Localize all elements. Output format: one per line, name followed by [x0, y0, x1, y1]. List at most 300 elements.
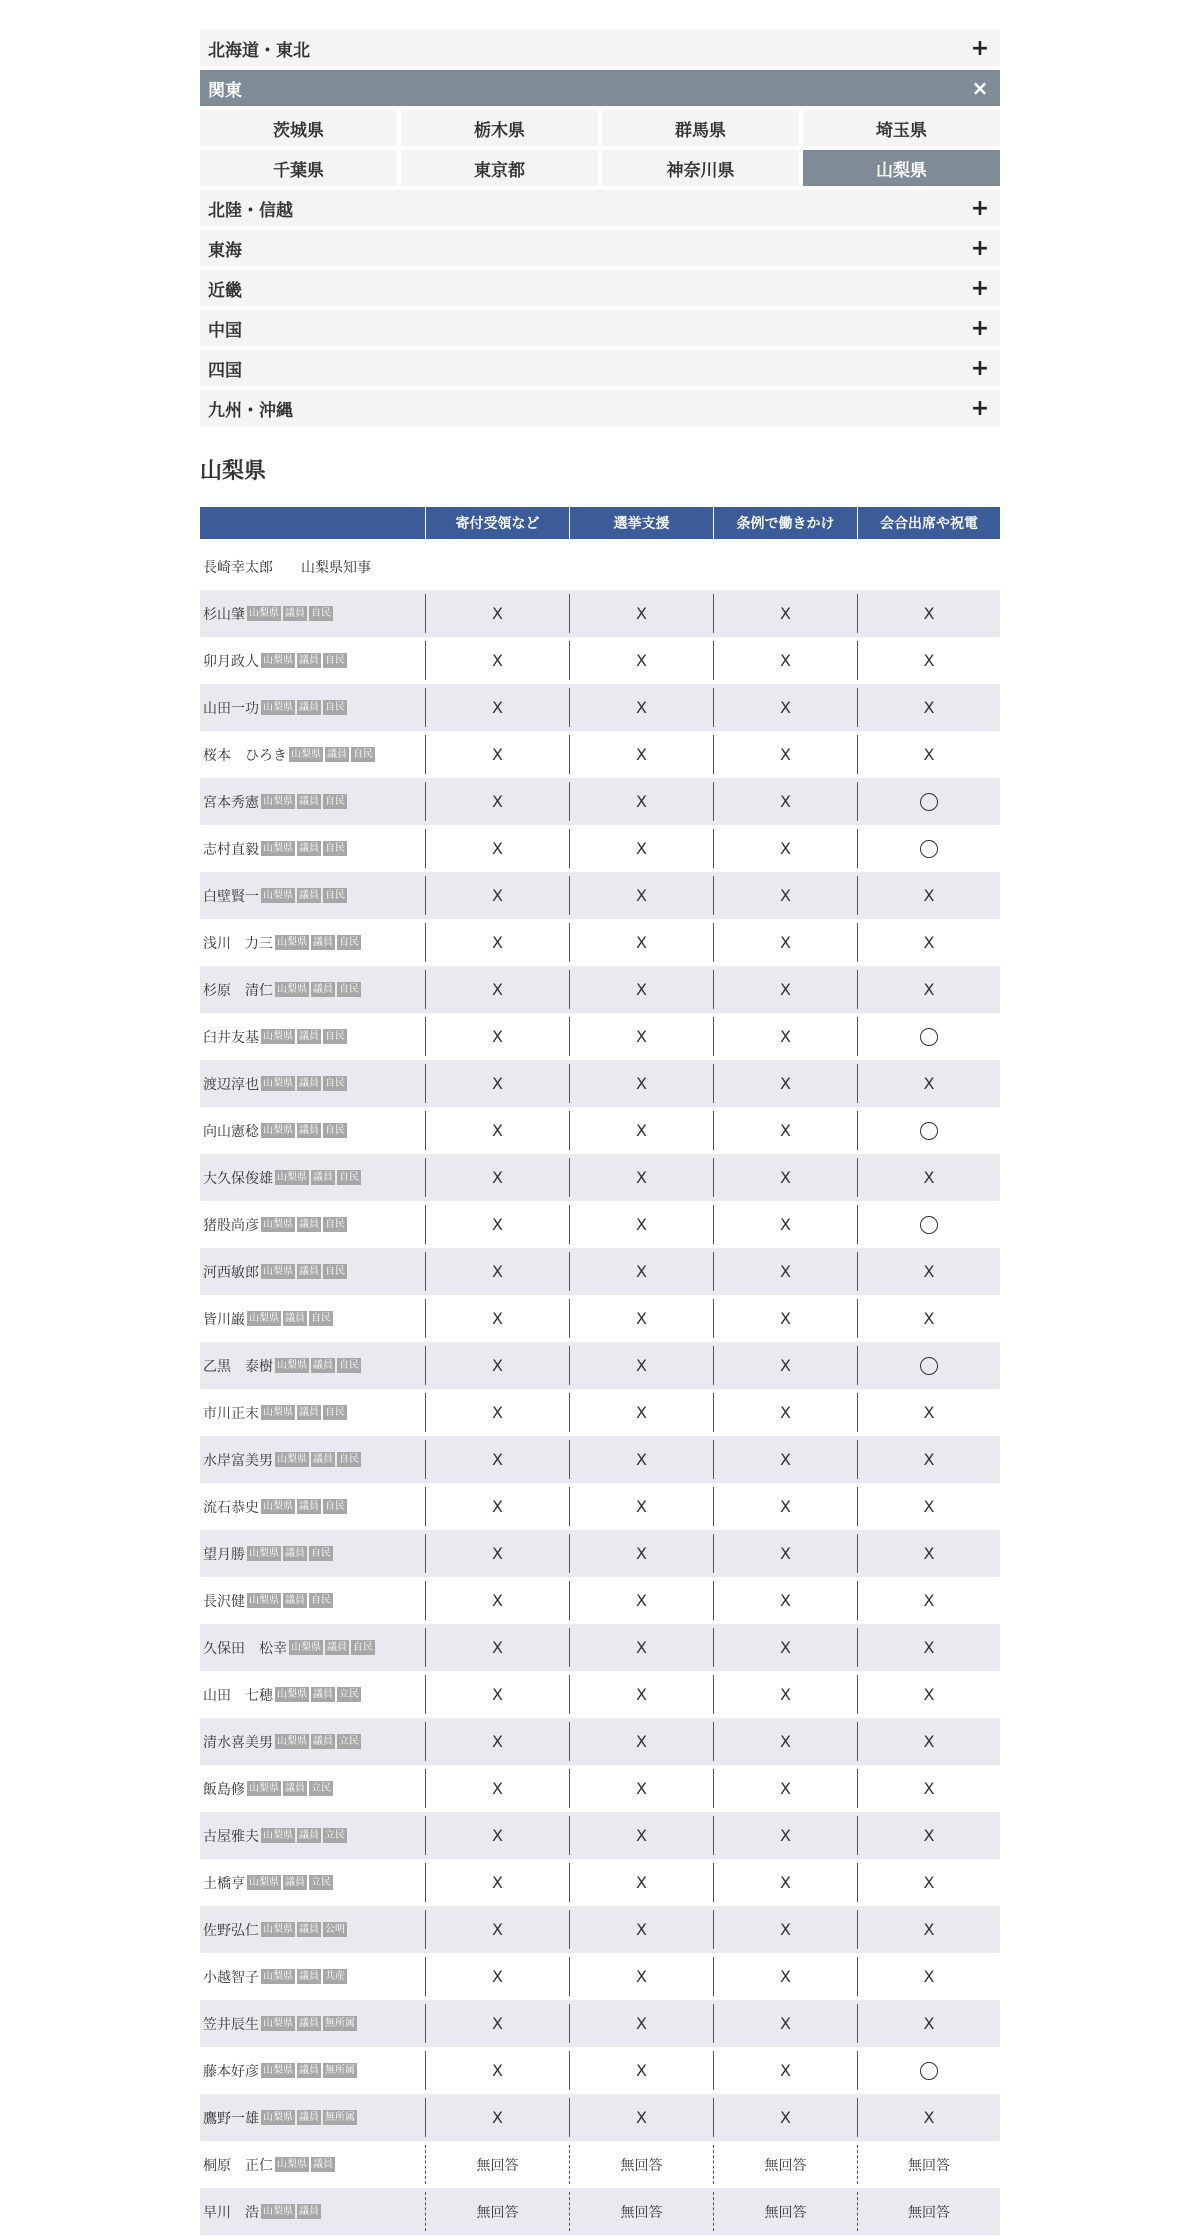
info-badge: 議員: [299, 1125, 319, 1136]
info-badge: 自民: [311, 1595, 331, 1606]
x-mark: X: [636, 1403, 647, 1422]
answer-cell: [425, 1957, 569, 1996]
info-badge: 山梨県: [263, 2206, 293, 2217]
name-cell: [200, 2141, 425, 2188]
info-badge: 共産: [325, 1971, 345, 1982]
x-mark: X: [492, 792, 503, 811]
x-mark: X: [492, 2061, 503, 2080]
x-mark: X: [780, 1497, 791, 1516]
x-mark: X: [636, 1262, 647, 1281]
x-mark: X: [492, 1356, 503, 1375]
person-name: 杉原 清仁: [203, 982, 273, 999]
name-cell: [200, 1154, 425, 1201]
person-name: 大久保俊雄: [203, 1170, 273, 1187]
answer-cell: [713, 1628, 857, 1667]
region-item[interactable]: [200, 30, 1000, 66]
info-badge: 議員: [327, 1642, 347, 1653]
x-mark: X: [923, 1732, 935, 1751]
info-badge: 自民: [311, 1548, 331, 1559]
info-badge: 山梨県: [291, 1642, 321, 1653]
answer-cell: [569, 1487, 713, 1526]
name-cell: [200, 1201, 425, 1248]
results-table: [200, 507, 1000, 2235]
info-badge: 議員: [299, 655, 319, 666]
x-mark: X: [636, 1497, 647, 1516]
x-mark: X: [780, 604, 791, 623]
x-mark: X: [923, 1168, 935, 1187]
x-mark: X: [636, 1027, 647, 1046]
info-badge: 議員: [313, 1172, 333, 1183]
answer-cell: [425, 1205, 569, 1244]
table-body: [200, 543, 1000, 2235]
x-mark: X: [923, 1262, 935, 1281]
person-name: 卯月政人: [203, 653, 259, 670]
info-badge: 自民: [325, 1219, 345, 1230]
answer-cell: [713, 594, 857, 633]
answer-cell: [713, 1205, 857, 1244]
info-badge: 山梨県: [277, 2159, 307, 2170]
table-row: [200, 1060, 1000, 1107]
x-mark: X: [923, 980, 935, 999]
info-badge: 自民: [339, 937, 359, 948]
region-item[interactable]: [200, 230, 1000, 266]
answer-cell: [425, 1252, 569, 1291]
table-row: [200, 684, 1000, 731]
info-badge: 議員: [299, 1219, 319, 1230]
answer-cell: [425, 923, 569, 962]
info-badge: 山梨県: [263, 1125, 293, 1136]
no-answer-text: 無回答: [908, 2204, 950, 2221]
info-badge: 自民: [325, 1266, 345, 1277]
x-mark: X: [636, 604, 647, 623]
answer-cell: [857, 970, 1000, 1009]
info-badge: 山梨県: [277, 937, 307, 948]
answer-cell: [713, 1158, 857, 1197]
x-mark: X: [780, 1309, 791, 1328]
info-badge: 山梨県: [263, 1031, 293, 1042]
name-cell: [200, 1671, 425, 1718]
info-badge: 自民: [325, 1501, 345, 1512]
person-name: 渡辺淳也: [203, 1076, 259, 1093]
x-mark: X: [923, 698, 935, 717]
info-badge: 山梨県: [263, 1266, 293, 1277]
answer-cell: [857, 1534, 1000, 1573]
x-mark: X: [636, 2108, 647, 2127]
answer-cell: [857, 829, 1000, 868]
x-mark: X: [780, 1967, 791, 1986]
answer-cell: [425, 1722, 569, 1761]
x-mark: X: [492, 1027, 503, 1046]
name-cell: [200, 1624, 425, 1671]
name-cell: [200, 1060, 425, 1107]
x-mark: X: [780, 839, 791, 858]
answer-cell: [425, 1628, 569, 1667]
answer-cell: [713, 1299, 857, 1338]
x-mark: X: [780, 2014, 791, 2033]
answer-cell: [569, 782, 713, 821]
info-badge: 自民: [325, 1125, 345, 1136]
answer-cell: [857, 641, 1000, 680]
region-item[interactable]: [200, 270, 1000, 306]
no-answer-text: 無回答: [476, 2204, 519, 2221]
answer-cell: [857, 594, 1000, 633]
name-cell: [200, 872, 425, 919]
answer-cell: [857, 2004, 1000, 2043]
answer-cell: [425, 2051, 569, 2090]
info-badge: 議員: [313, 1736, 333, 1747]
info-badge: 山梨県: [277, 1689, 307, 1700]
person-name: 皆川巌: [203, 1311, 245, 1328]
answer-cell: [425, 2098, 569, 2137]
table-row: [200, 1671, 1000, 1718]
x-mark: X: [636, 2014, 647, 2033]
x-mark: X: [780, 1027, 791, 1046]
x-mark: X: [492, 980, 503, 999]
region-item[interactable]: [200, 390, 1000, 426]
answer-cell: [857, 1158, 1000, 1197]
info-badge: 山梨県: [263, 1501, 293, 1512]
no-answer-text: 無回答: [764, 2157, 807, 2174]
column-header: 寄付受領など: [425, 507, 569, 539]
x-mark: X: [923, 1309, 935, 1328]
info-badge: 山梨県: [263, 1078, 293, 1089]
info-badge: 山梨県: [249, 1548, 279, 1559]
answer-cell: [425, 1346, 569, 1385]
table-row: [200, 1530, 1000, 1577]
name-cell: [200, 637, 425, 684]
info-badge: 議員: [313, 2159, 333, 2170]
info-badge: 山梨県: [263, 2018, 293, 2029]
table-row: [200, 637, 1000, 684]
person-name: 藤本好彦: [203, 2063, 259, 2080]
info-badge: 無所属: [325, 2112, 355, 2123]
region-item[interactable]: [200, 350, 1000, 386]
table-row: [200, 2094, 1000, 2141]
answer-cell: [569, 1581, 713, 1620]
prefecture-button[interactable]: 群馬県: [602, 110, 799, 146]
answer-cell: [713, 2004, 857, 2043]
answer-cell: [713, 1675, 857, 1714]
table-row: [200, 2141, 1000, 2188]
table-row: [200, 825, 1000, 872]
x-mark: X: [780, 980, 791, 999]
x-mark: X: [923, 745, 935, 764]
answer-cell: [425, 2004, 569, 2043]
x-mark: X: [923, 2014, 935, 2033]
plus-icon[interactable]: +: [970, 395, 990, 421]
answer-cell: [425, 1111, 569, 1150]
info-badge: 山梨県: [263, 1971, 293, 1982]
answer-cell: [569, 1252, 713, 1291]
x-mark: X: [492, 839, 503, 858]
answer-cell: [713, 829, 857, 868]
x-mark: X: [780, 1356, 791, 1375]
answer-cell: [713, 1017, 857, 1056]
table-row: [200, 1389, 1000, 1436]
table-row: [200, 1906, 1000, 1953]
x-mark: X: [923, 1826, 935, 1845]
x-mark: X: [492, 1967, 503, 1986]
x-mark: X: [492, 651, 503, 670]
x-mark: X: [636, 933, 647, 952]
section-title: 山梨県: [200, 459, 267, 484]
region-label: 東海: [208, 240, 242, 261]
person-name: 飯島修: [203, 1781, 245, 1798]
person-name: 佐野弘仁: [203, 1922, 259, 1939]
table-row: [200, 1953, 1000, 2000]
table-row: [200, 1248, 1000, 1295]
answer-cell: [857, 1111, 1000, 1150]
answer-cell: [713, 2098, 857, 2137]
info-badge: 山梨県: [263, 843, 293, 854]
answer-cell: [857, 688, 1000, 727]
info-badge: 議員: [299, 2112, 319, 2123]
answer-cell: [713, 1393, 857, 1432]
x-mark: X: [492, 1920, 503, 1939]
x-mark: X: [492, 1262, 503, 1281]
answer-cell: [569, 1957, 713, 1996]
table-row: [200, 1859, 1000, 1906]
region-item[interactable]: [200, 310, 1000, 346]
x-mark: X: [780, 1591, 791, 1610]
prefecture-button[interactable]: 茨城県: [200, 110, 397, 146]
x-mark: X: [780, 1262, 791, 1281]
x-mark: X: [492, 1450, 503, 1469]
info-badge: 議員: [313, 1360, 333, 1371]
table-row: [200, 2188, 1000, 2235]
info-badge: 山梨県: [263, 796, 293, 807]
region-label: 北陸・信越: [208, 200, 293, 221]
name-cell: [200, 1765, 425, 1812]
person-name: 山田 七穂: [203, 1687, 273, 1704]
answer-cell: [569, 1863, 713, 1902]
info-badge: 山梨県: [249, 1313, 279, 1324]
answer-cell: [857, 782, 1000, 821]
person-name: 笠井辰生: [203, 2016, 259, 2033]
answer-cell: [857, 1957, 1000, 1996]
answer-cell: [713, 1722, 857, 1761]
prefecture-button[interactable]: 東京都: [401, 150, 598, 186]
answer-cell: [425, 1910, 569, 1949]
name-cell: [200, 684, 425, 731]
answer-cell: [713, 2051, 857, 2090]
info-badge: 議員: [299, 702, 319, 713]
x-mark: X: [636, 792, 647, 811]
x-mark: X: [636, 1356, 647, 1375]
x-mark: X: [492, 604, 503, 623]
prefecture-button[interactable]: 埼玉県: [803, 110, 1000, 146]
person-name: 宮本秀憲: [203, 794, 259, 811]
x-mark: X: [780, 2061, 791, 2080]
info-badge: 自民: [325, 1407, 345, 1418]
x-mark: X: [492, 886, 503, 905]
x-mark: X: [780, 1779, 791, 1798]
x-mark: X: [780, 886, 791, 905]
x-mark: X: [492, 1732, 503, 1751]
answer-cell: [713, 1487, 857, 1526]
answer-cell: [425, 2192, 569, 2231]
info-badge: 議員: [313, 984, 333, 995]
close-icon[interactable]: ×: [971, 76, 989, 100]
answer-cell: [425, 1440, 569, 1479]
x-mark: X: [636, 1732, 647, 1751]
person-name: 志村直毅: [203, 841, 259, 858]
info-badge: 自民: [339, 1172, 359, 1183]
x-mark: X: [492, 1779, 503, 1798]
answer-cell: [425, 1393, 569, 1432]
x-mark: X: [636, 1450, 647, 1469]
answer-cell: [569, 923, 713, 962]
answer-cell: [857, 735, 1000, 774]
plus-icon[interactable]: +: [970, 235, 990, 261]
x-mark: X: [780, 1732, 791, 1751]
region-label: 関東: [208, 80, 242, 101]
info-badge: 無所属: [325, 2065, 355, 2076]
info-badge: 自民: [311, 1313, 331, 1324]
x-mark: X: [492, 1873, 503, 1892]
table-header: [200, 507, 1000, 539]
table-row: [200, 1483, 1000, 1530]
x-mark: X: [636, 1873, 647, 1892]
info-badge: 議員: [299, 2206, 319, 2217]
answer-cell: [713, 923, 857, 962]
info-badge: 議員: [299, 1078, 319, 1089]
answer-cell: [569, 1299, 713, 1338]
answer-cell: [425, 594, 569, 633]
info-badge: 議員: [299, 1501, 319, 1512]
table-row: [200, 966, 1000, 1013]
person-name: 山田一功: [203, 700, 259, 717]
table-row: [200, 1765, 1000, 1812]
region-item[interactable]: [200, 70, 1000, 106]
x-mark: X: [780, 1121, 791, 1140]
no-answer-text: 無回答: [476, 2157, 519, 2174]
prefecture-grid: [200, 110, 1000, 186]
answer-cell: [857, 1017, 1000, 1056]
info-badge: 山梨県: [263, 1830, 293, 1841]
info-badge: 議員: [299, 796, 319, 807]
plus-icon[interactable]: +: [970, 355, 990, 381]
answer-cell: [569, 1910, 713, 1949]
x-mark: X: [492, 1497, 503, 1516]
person-name: 浅川 力三: [203, 935, 273, 952]
table-row: [200, 1812, 1000, 1859]
info-badge: 自民: [339, 984, 359, 995]
info-badge: 山梨県: [291, 749, 321, 760]
answer-cell: [857, 923, 1000, 962]
name-cell: [200, 2188, 425, 2235]
info-badge: 公明: [325, 1924, 345, 1935]
table-row: [200, 1295, 1000, 1342]
x-mark: X: [636, 1685, 647, 1704]
answer-cell: [713, 1252, 857, 1291]
prefecture-button[interactable]: 山梨県: [803, 150, 1000, 186]
name-cell: [200, 2047, 425, 2094]
info-badge: 議員: [299, 1830, 319, 1841]
prefecture-button[interactable]: 神奈川県: [602, 150, 799, 186]
person-name: 鷹野一雄: [203, 2110, 259, 2127]
x-mark: X: [492, 1638, 503, 1657]
answer-cell: [569, 876, 713, 915]
answer-cell: [713, 1346, 857, 1385]
prefecture-button[interactable]: 千葉県: [200, 150, 397, 186]
info-badge: 山梨県: [263, 655, 293, 666]
name-cell: [200, 966, 425, 1013]
table-row: [200, 778, 1000, 825]
plus-icon[interactable]: +: [970, 315, 990, 341]
table-row: [200, 1107, 1000, 1154]
answer-cell: [713, 1111, 857, 1150]
answer-cell: [713, 970, 857, 1009]
region-item[interactable]: [200, 190, 1000, 226]
x-mark: X: [780, 1638, 791, 1657]
name-cell: [200, 1577, 425, 1624]
circle-icon: [920, 1122, 938, 1140]
info-badge: 議員: [313, 937, 333, 948]
person-name: 土橋亨: [203, 1875, 245, 1892]
info-badge: 山梨県: [277, 1360, 307, 1371]
circle-icon: [920, 840, 938, 858]
x-mark: X: [492, 745, 503, 764]
answer-cell: [857, 1205, 1000, 1244]
x-mark: X: [780, 745, 791, 764]
answer-cell: [713, 688, 857, 727]
answer-cell: [857, 1863, 1000, 1902]
person-name: 長崎幸太郎: [203, 559, 273, 576]
answer-cell: [857, 1252, 1000, 1291]
answer-cell: [857, 1722, 1000, 1761]
x-mark: X: [636, 651, 647, 670]
x-mark: X: [636, 698, 647, 717]
x-mark: X: [492, 1403, 503, 1422]
answer-cell: [857, 1064, 1000, 1103]
x-mark: X: [923, 1450, 935, 1469]
answer-cell: [569, 1440, 713, 1479]
x-mark: X: [492, 1685, 503, 1704]
region-label: 九州・沖縄: [208, 400, 293, 421]
person-name: 市川正末: [203, 1405, 259, 1422]
info-badge: 山梨県: [263, 1407, 293, 1418]
answer-cell: [713, 1863, 857, 1902]
circle-icon: [920, 1216, 938, 1234]
answer-cell: [425, 829, 569, 868]
x-mark: X: [492, 2108, 503, 2127]
x-mark: X: [923, 1074, 935, 1093]
plus-icon[interactable]: +: [970, 35, 990, 61]
plus-icon[interactable]: +: [970, 275, 990, 301]
answer-cell: [425, 688, 569, 727]
answer-cell: [425, 1017, 569, 1056]
prefecture-button[interactable]: 栃木県: [401, 110, 598, 146]
answer-cell: [425, 1158, 569, 1197]
plus-icon[interactable]: +: [970, 195, 990, 221]
table-row: [200, 872, 1000, 919]
info-badge: 立民: [325, 1830, 345, 1841]
table-row: [200, 1577, 1000, 1624]
info-badge: 議員: [299, 1407, 319, 1418]
table-row: [200, 1342, 1000, 1389]
x-mark: X: [780, 1403, 791, 1422]
person-name: 臼井友基: [203, 1029, 259, 1046]
answer-cell: [425, 2145, 569, 2184]
answer-cell: [569, 2051, 713, 2090]
column-header: [200, 507, 425, 539]
answer-cell: [857, 1393, 1000, 1432]
info-badge: 自民: [325, 843, 345, 854]
answer-cell: [569, 1534, 713, 1573]
person-name: 小越智子: [203, 1969, 259, 1986]
x-mark: X: [923, 1685, 935, 1704]
